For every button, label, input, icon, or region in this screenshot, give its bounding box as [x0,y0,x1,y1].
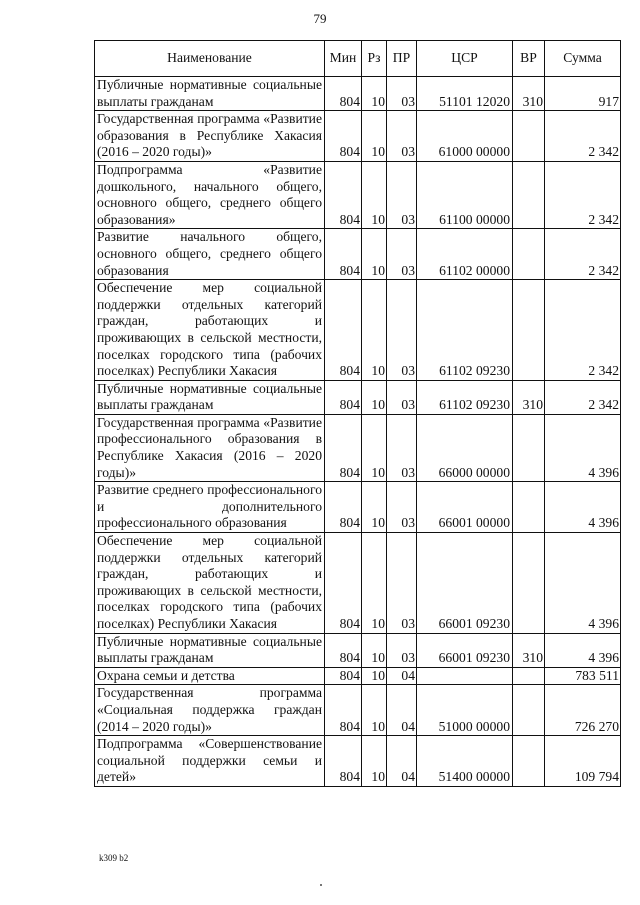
cell-min: 804 [325,667,362,685]
cell-sum: 2 342 [545,111,621,162]
cell-min: 804 [325,380,362,414]
table-row [95,414,621,481]
cell-sum: 4 396 [545,633,621,667]
cell-rz: 10 [362,533,387,634]
cell-sum: 109 794 [545,736,621,787]
cell-csr: 61100 00000 [417,161,513,228]
cell-pr: 03 [387,414,417,481]
cell-vr [513,111,545,162]
cell-csr: 61000 00000 [417,111,513,162]
cell-sum: 917 [545,77,621,111]
header-vr: ВР [513,41,545,77]
table-row [95,161,621,228]
cell-rz: 10 [362,482,387,533]
scan-dot [320,884,322,886]
table-row [95,533,621,634]
cell-rz: 10 [362,685,387,736]
cell-rz: 10 [362,280,387,381]
cell-name: Публичные нормативные социальные выплаты гражданам [95,633,325,667]
cell-vr [513,229,545,280]
cell-pr: 04 [387,685,417,736]
cell-rz: 10 [362,414,387,481]
table-row [95,280,621,381]
cell-csr: 66001 09230 [417,533,513,634]
table-row [95,482,621,533]
cell-rz: 10 [362,77,387,111]
header-min: Мин [325,41,362,77]
table-header-row [95,41,621,77]
cell-rz: 10 [362,380,387,414]
cell-vr: 310 [513,380,545,414]
cell-name: Подпрограмма «Развитие дошкольного, начального общего, основного общего, среднего общего образования» [95,161,325,228]
cell-name: Публичные нормативные социальные выплаты гражданам [95,77,325,111]
cell-pr: 03 [387,380,417,414]
cell-sum: 2 342 [545,229,621,280]
table-row [95,685,621,736]
cell-pr: 03 [387,533,417,634]
cell-sum: 2 342 [545,380,621,414]
cell-csr: 51000 00000 [417,685,513,736]
header-pr: ПР [387,41,417,77]
budget-table [94,40,621,787]
table-row [95,111,621,162]
cell-pr: 03 [387,161,417,228]
cell-min: 804 [325,736,362,787]
cell-vr [513,482,545,533]
table-row [95,667,621,685]
cell-rz: 10 [362,229,387,280]
cell-csr: 61102 09230 [417,280,513,381]
page-number: 79 [313,11,327,26]
cell-min: 804 [325,482,362,533]
cell-vr: 310 [513,633,545,667]
cell-pr: 03 [387,633,417,667]
cell-sum: 4 396 [545,533,621,634]
cell-min: 804 [325,161,362,228]
cell-min: 804 [325,280,362,381]
cell-sum: 2 342 [545,280,621,381]
cell-min: 804 [325,111,362,162]
cell-name: Охрана семьи и детства [95,667,325,685]
cell-sum: 4 396 [545,414,621,481]
cell-min: 804 [325,685,362,736]
cell-min: 804 [325,77,362,111]
header-csr: ЦСР [417,41,513,77]
cell-pr: 04 [387,667,417,685]
cell-rz: 10 [362,736,387,787]
cell-csr: 61102 09230 [417,380,513,414]
cell-sum: 2 342 [545,161,621,228]
cell-rz: 10 [362,667,387,685]
cell-csr: 66001 09230 [417,633,513,667]
cell-sum: 726 270 [545,685,621,736]
cell-csr: 51400 00000 [417,736,513,787]
cell-name: Обеспечение мер социальной поддержки отдельных категорий граждан, работающих и проживающих в сельской местности, поселках городского типа (рабочих поселках) Республики Хакасия [95,533,325,634]
cell-vr [513,685,545,736]
cell-sum: 783 511 [545,667,621,685]
header-rz: Рз [362,41,387,77]
cell-vr [513,280,545,381]
header-sum: Сумма [545,41,621,77]
footer-code: k309 b2 [99,853,129,863]
table-body [95,77,621,787]
cell-sum: 4 396 [545,482,621,533]
table-row [95,77,621,111]
cell-vr: 310 [513,77,545,111]
cell-pr: 03 [387,280,417,381]
cell-pr: 03 [387,111,417,162]
cell-name: Государственная программа «Развитие профессионального образования в Республике Хакасия (2016 – 2020 годы)» [95,414,325,481]
cell-name: Государственная программа «Развитие образования в Республике Хакасия (2016 – 2020 годы)» [95,111,325,162]
table-row [95,380,621,414]
cell-name: Обеспечение мер социальной поддержки отдельных категорий граждан, работающих и проживающих в сельской местности, поселках городского типа (рабочих поселках) Республики Хакасия [95,280,325,381]
cell-vr [513,736,545,787]
cell-min: 804 [325,533,362,634]
cell-csr [417,667,513,685]
cell-min: 804 [325,229,362,280]
table-row [95,229,621,280]
cell-rz: 10 [362,161,387,228]
cell-rz: 10 [362,111,387,162]
cell-name: Публичные нормативные социальные выплаты гражданам [95,380,325,414]
cell-rz: 10 [362,633,387,667]
cell-min: 804 [325,414,362,481]
cell-csr: 66001 00000 [417,482,513,533]
cell-pr: 03 [387,77,417,111]
table-row [95,633,621,667]
cell-pr: 03 [387,229,417,280]
cell-name: Подпрограмма «Совершенствование социальной поддержки семьи и детей» [95,736,325,787]
cell-name: Развитие среднего профессионального и дополнительного профессионального образования [95,482,325,533]
cell-vr [513,414,545,481]
cell-vr [513,161,545,228]
cell-csr: 66000 00000 [417,414,513,481]
cell-csr: 61102 00000 [417,229,513,280]
cell-pr: 03 [387,482,417,533]
table-row [95,736,621,787]
cell-name: Государственная программа «Социальная поддержка граждан (2014 – 2020 годы)» [95,685,325,736]
cell-pr: 04 [387,736,417,787]
cell-vr [513,533,545,634]
header-name: Наименование [95,41,325,77]
cell-vr [513,667,545,685]
cell-min: 804 [325,633,362,667]
cell-csr: 51101 12020 [417,77,513,111]
cell-name: Развитие начального общего, основного общего, среднего общего образования [95,229,325,280]
